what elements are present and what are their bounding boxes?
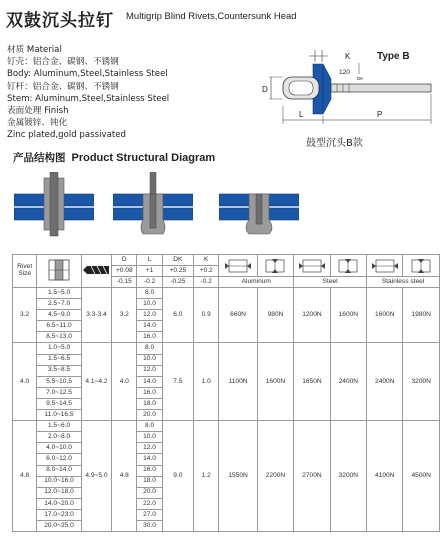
stainless-tensile-cell: 4500N [403,421,440,532]
grip-range-cell: 1.0~5.0 [37,343,82,354]
grip-range-cell: 17.0~23.0 [37,509,82,520]
angle-label: 120 [339,69,350,76]
info-line: Zinc plated,gold passivated [7,130,126,141]
steel-shear-cell: 1650N [294,343,330,421]
shear-icon-cell [367,255,403,277]
dim-p-label: P [377,110,383,119]
grip-range-cell: 14.0~20.0 [37,498,82,509]
tensile-icon-cell [257,255,293,277]
dim-k-label: K [345,52,351,61]
dim-l-label: L [299,110,304,119]
col-d-header: D [112,255,137,266]
l-value-cell: 12.0 [137,365,162,376]
tensile-icon-cell [403,255,440,277]
k-value-cell: 1.0 [194,343,219,421]
l-value-cell: 12.0 [137,310,162,321]
col-k-header: K [194,255,219,266]
l-value-cell: 8.0 [137,421,162,432]
l-value-cell: 14.0 [137,321,162,332]
grip-range-cell: 3.5~8.5 [37,365,82,376]
drill-bit-header [81,255,111,288]
rivet-technical-drawing [259,44,439,132]
shear-icon-cell [294,255,330,277]
l-value-cell: 10.0 [137,299,162,310]
l-value-cell: 16.0 [137,332,162,343]
section-title-en: Product Structural Diagram [71,152,216,164]
page-title: 双鼓沉头拉钉 [6,11,114,31]
dim-dk-label: DK [357,76,364,81]
grip-range-cell: 9.5~14.5 [37,398,82,409]
spec-table [12,254,440,532]
l-value-cell: 8.0 [137,288,162,299]
rivet-size-cell: 3.2 [13,288,37,343]
l-value-cell: 10.0 [137,354,162,365]
l-value-cell: 27.0 [137,509,162,520]
l-value-cell: 10.0 [137,432,162,443]
tol-k-plus: +0.2 [194,266,219,277]
grip-range-cell: 7.0~12.5 [37,387,82,398]
l-value-cell: 16.0 [137,387,162,398]
structure-diagram-1 [14,172,94,240]
drill-size-cell: 4.9~5.0 [81,421,111,532]
grip-range-cell: 10.0~16.0 [37,476,82,487]
info-line: 表面处理 Finish [7,106,69,117]
material-aluminum-header: Aluminum [219,277,294,288]
k-value-cell: 1.2 [194,421,219,532]
rivet-size-header: Rivet Size [13,255,37,288]
stainless-tensile-cell: 3200N [403,343,440,421]
grip-range-icon [48,259,70,281]
dk-value-cell: 6.0 [162,288,193,343]
grip-range-cell: 20.0~25.0 [37,520,82,531]
structure-diagram-2 [113,172,193,240]
material-stainless-header: Stainless steel [367,277,440,288]
steel-tensile-cell: 3200N [330,421,366,532]
shear-icon-cell [219,255,257,277]
grip-range-cell: 2.0~8.0 [37,432,82,443]
page-subtitle: Multigrip Blind Rivets,Countersunk Head [126,11,297,22]
stainless-shear-cell: 1600N [367,288,403,343]
grip-range-cell: 6.5~11.0 [37,321,82,332]
grip-range-cell: 5.5~10.5 [37,376,82,387]
section-title-cn: 产品结构图 [13,152,66,164]
info-line: 钉壳：铝合金、碳钢、不锈钢 [7,57,119,68]
tensile-test-icon [335,259,361,273]
d-value-cell: 4.8 [112,421,137,532]
grip-range-cell: 12.0~18.0 [37,487,82,498]
shear-test-icon [299,259,325,273]
grip-range-cell: 6.0~12.0 [37,454,82,465]
d-value-cell: 4.0 [112,343,137,421]
tensile-test-icon [408,259,434,273]
steel-shear-cell: 1200N [294,288,330,343]
l-value-cell: 12.0 [137,443,162,454]
steel-shear-cell: 2700N [294,421,330,532]
col-l-header: L [137,255,162,266]
info-line: Body: Aluminum,Steel,Stainless Steel [7,69,168,80]
dk-value-cell: 7.5 [162,343,193,421]
l-value-cell: 20.0 [137,487,162,498]
drill-bit-icon [83,266,109,274]
table-row [13,288,440,299]
l-value-cell: 18.0 [137,476,162,487]
material-steel-header: Steel [294,277,367,288]
stainless-shear-cell: 2400N [367,343,403,421]
aluminum-shear-cell: 1100N [219,343,257,421]
info-line: 钉杆：铝合金、碳钢、不锈钢 [7,81,119,92]
col-dk-header: DK [162,255,193,266]
grip-range-cell: 1.5~6.5 [37,354,82,365]
tol-d-minus: -0.15 [112,277,137,288]
drill-size-cell: 3.3-3.4 [81,288,111,343]
tensile-test-icon [262,259,288,273]
grip-range-cell: 8.0~14.0 [37,465,82,476]
grip-range-cell: 4.5~9.0 [37,310,82,321]
d-value-cell: 3.2 [112,288,137,343]
tensile-icon-cell [330,255,366,277]
l-value-cell: 14.0 [137,376,162,387]
rivet-size-cell: 4.8 [13,421,37,532]
tol-dk-plus: +0.25 [162,266,193,277]
grip-range-cell: 1.5~6.0 [37,421,82,432]
dk-value-cell: 9.0 [162,421,193,532]
tol-dk-minus: -0.25 [162,277,193,288]
aluminum-shear-cell: 660N [219,288,257,343]
section-title [13,150,215,165]
table-row [13,343,440,354]
l-value-cell: 20.0 [137,410,162,421]
l-value-cell: 18.0 [137,398,162,409]
drawing-caption: 鼓型沉头B款 [306,138,363,149]
material-info [7,44,169,142]
l-value-cell: 30.0 [137,520,162,531]
shear-test-icon [225,259,251,273]
aluminum-tensile-cell: 1600N [257,343,293,421]
structure-diagram-3 [219,190,299,238]
tol-k-minus: -0.2 [194,277,219,288]
aluminum-tensile-cell: 2200N [257,421,293,532]
stainless-tensile-cell: 1980N [403,288,440,343]
grip-range-cell: 2.5~7.0 [37,299,82,310]
info-line: Stem: Aluminum,Steel,Stainless Steel [7,93,170,104]
grip-range-cell: 4.0~10.0 [37,443,82,454]
grip-range-cell: 8.5~13.0 [37,332,82,343]
steel-tensile-cell: 2400N [330,343,366,421]
aluminum-tensile-cell: 980N [257,288,293,343]
l-value-cell: 16.0 [137,465,162,476]
info-line: 材质 Material [7,45,62,55]
grip-range-cell: 1.5~5.0 [37,288,82,299]
steel-tensile-cell: 1600N [330,288,366,343]
type-label: Type B [377,51,410,62]
tol-l-minus: -0.2 [137,277,162,288]
dim-d-label: D [262,85,268,94]
k-value-cell: 0.9 [194,288,219,343]
rivet-size-cell: 4.0 [13,343,37,421]
grip-range-cell: 11.0~16.5 [37,410,82,421]
aluminum-shear-cell: 1550N [219,421,257,532]
tol-l-plus: +1 [137,266,162,277]
l-value-cell: 14.0 [137,454,162,465]
l-value-cell: 8.0 [137,343,162,354]
drill-size-cell: 4.1~4.2 [81,343,111,421]
shear-test-icon [372,259,398,273]
grip-range-header [37,255,82,288]
tol-d-plus: +0.08 [112,266,137,277]
l-value-cell: 22.0 [137,498,162,509]
stainless-shear-cell: 4100N [367,421,403,532]
table-row [13,421,440,432]
info-line: 金属镀锌、钝化 [7,118,68,129]
